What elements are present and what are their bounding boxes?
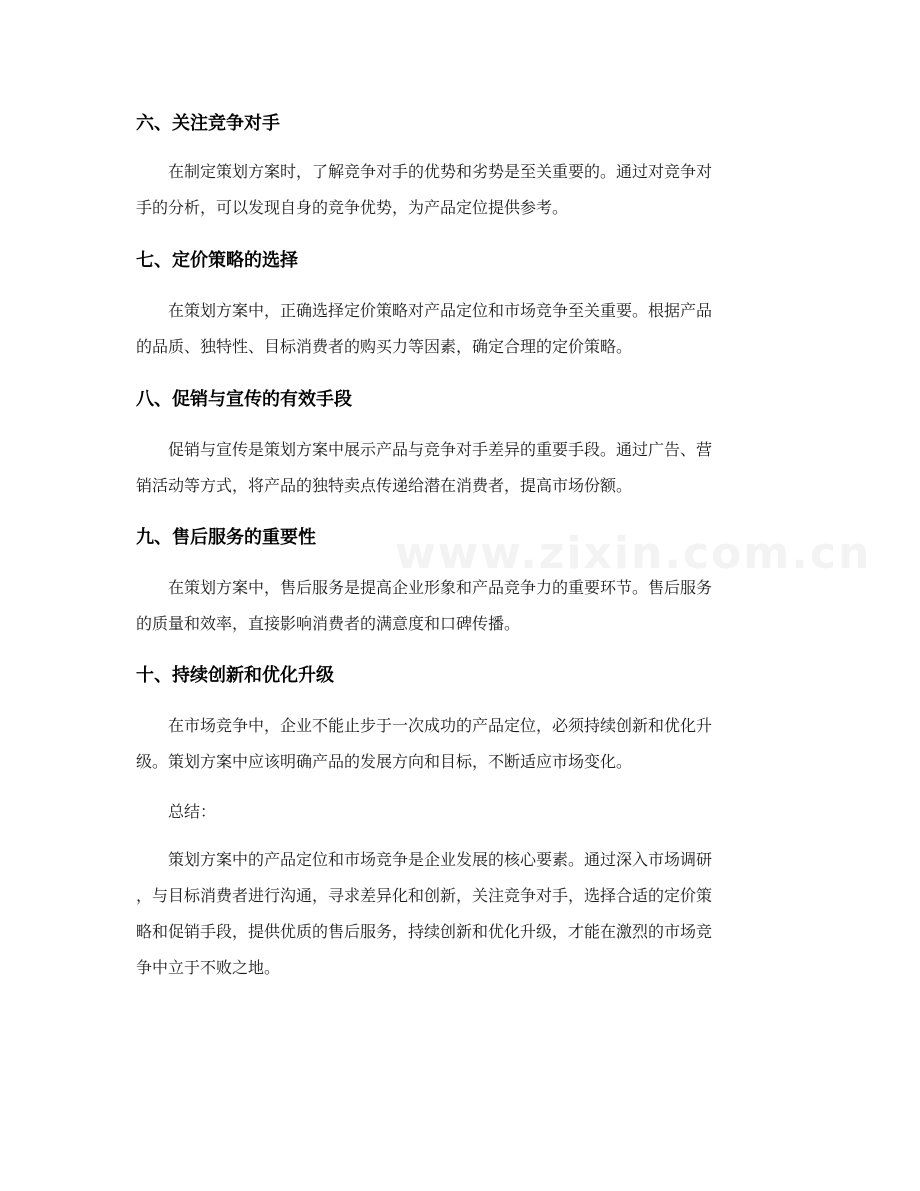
section-heading-8: 八、促销与宣传的有效手段 [136, 389, 352, 410]
paragraph-line: 销活动等方式，将产品的独特卖点传递给潜在消费者，提高市场份额。 [136, 476, 633, 495]
section-heading-9: 九、售后服务的重要性 [136, 527, 316, 548]
paragraph-line: 手的分析，可以发现自身的竞争优势，为产品定位提供参考。 [136, 198, 569, 217]
section-heading-6: 六、关注竞争对手 [136, 113, 280, 134]
section-paragraph-8 [136, 432, 786, 504]
paragraph-line: 争中立于不败之地。 [136, 958, 281, 977]
paragraph-line: 促销与宣传是策划方案中展示产品与竞争对手差异的重要手段。通过广告、营 [168, 440, 713, 459]
section-paragraph-9 [136, 570, 786, 642]
section-paragraph-7 [136, 293, 786, 365]
paragraph-line: 策划方案中的产品定位和市场竞争是企业发展的核心要素。通过深入市场调研 [168, 850, 713, 869]
section-heading-7: 七、定价策略的选择 [136, 250, 298, 271]
summary-label-text: 总结： [168, 802, 217, 821]
summary-paragraph [136, 842, 786, 986]
paragraph-line: 的品质、独特性、目标消费者的购买力等因素，确定合理的定价策略。 [136, 337, 633, 356]
section-paragraph-10 [136, 708, 786, 780]
section-heading-10: 十、持续创新和优化升级 [136, 665, 334, 686]
paragraph-line: 的质量和效率，直接影响消费者的满意度和口碑传播。 [136, 614, 521, 633]
paragraph-line: 在制定策划方案时，了解竞争对手的优势和劣势是至关重要的。通过对竞争对 [168, 162, 713, 181]
watermark: www.zixin.com.cn [395, 528, 872, 579]
paragraph-line: 在策划方案中，正确选择定价策略对产品定位和市场竞争至关重要。根据产品 [168, 301, 713, 320]
paragraph-line: 略和促销手段，提供优质的售后服务，持续创新和优化升级，才能在激烈的市场竞 [136, 922, 713, 941]
summary-label [136, 794, 786, 830]
paragraph-line: 在市场竞争中，企业不能止步于一次成功的产品定位，必须持续创新和优化升 [168, 716, 713, 735]
paragraph-line: 在策划方案中，售后服务是提高企业形象和产品竞争力的重要环节。售后服务 [168, 578, 713, 597]
paragraph-line: ，与目标消费者进行沟通，寻求差异化和创新，关注竞争对手，选择合适的定价策 [136, 886, 713, 905]
paragraph-line: 级。策划方案中应该明确产品的发展方向和目标，不断适应市场变化。 [136, 752, 633, 771]
section-paragraph-6 [136, 154, 786, 226]
